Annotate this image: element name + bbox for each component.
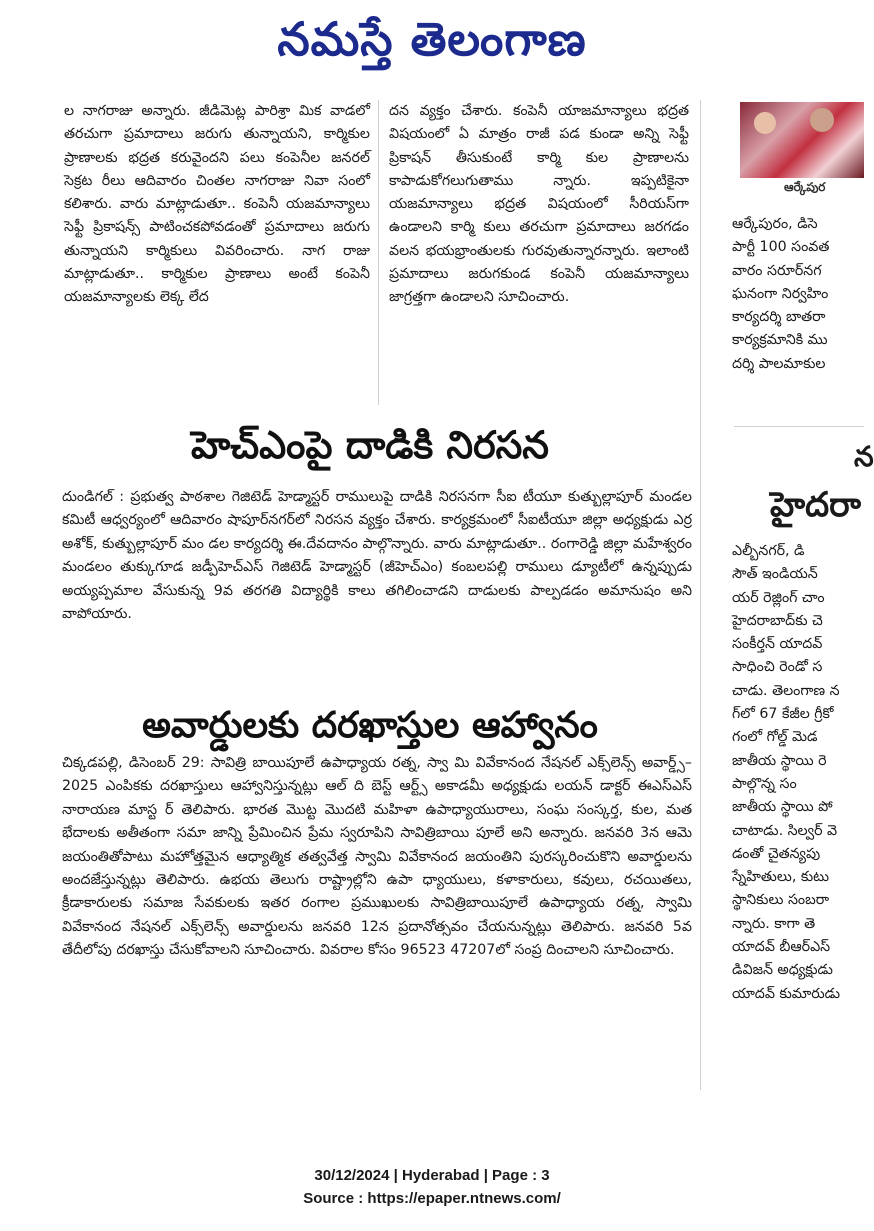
side-line: గ్‌లో 67 కేజీల గ్రీకో <box>732 706 834 723</box>
story2-headline: అవార్డులకు దరఖాస్తుల ఆహ్వానం <box>142 705 598 746</box>
side-column <box>704 100 874 1090</box>
top-story-text-left: ల నాగరాజు అన్నారు. జీడిమెట్ల పారిశ్రా మిక వాడలో తరచుగా ప్రమాదాలు జరుగు తున్నాయని, కార్మికుల ప్రాణాలకు భద్రత కరువైందని పలు కంపెనీల జనరల్ సెక్రట రీలు ఆదివారం చింతల నాగరాజు నివా సంలో కలిశారు. వారు మాట్లాడుతూ.. కంపెనీ యజమాన్యాలు సెఫ్టీ ప్రికాషన్స్ పాటించకపోవడంతో ప్రమాదాలు జరుగు తున్నాయని కార్మికులు వివరించారు. నాగ రాజు మాట్లాడుతూ.. కార్మికుల ప్రాణాలు అంటే కంపెనీ యజమాన్యాలకు లెక్క లేద <box>64 103 370 306</box>
top-story-column-left <box>64 100 370 405</box>
top-story-column-right <box>389 100 689 405</box>
column-divider <box>378 100 379 405</box>
side-line: డంతో చైతన్యపు <box>732 845 821 862</box>
side-line: పార్టీ 100 సంవత <box>732 239 830 256</box>
side-story-a <box>732 213 829 376</box>
section-divider <box>700 100 701 1090</box>
side-line: గంలో గోల్డ్ మెడ <box>732 729 818 746</box>
side-line: యాదవ్ బీఆర్ఎస్ <box>732 939 831 956</box>
side-headline: హైదరా <box>770 485 861 525</box>
side-line: న్నారు. కాగా తె <box>732 915 816 932</box>
side-line: జాతీయ స్థాయి రె <box>732 752 827 769</box>
story1-body: దుండిగల్ : ప్రభుత్వ పాఠశాల గెజిటెడ్ హెడ్మాస్టర్ రాములుపై దాడికి నిరసనగా సీఐ టీయూ కుత్బుల్లాపూర్ మండల కమిటీ ఆధ్వర్యంలో ఆదివారం షాపూర్‌నగర్‌లో నిరసన వ్యక్తం చేశారు. కార్యక్రమంలో సీఐటీయూ జిల్లా అధ్యక్షుడు ఎర్ర అశోక్, కుత్బుల్లాపూర్ మం డల కార్యదర్శి ఈ.దేవదానం పాల్గొన్నారు. వారు మాట్లాడుతూ.. రంగారెడ్డి జిల్లా మహేశ్వరం మండలం తుక్కుగూడ జడ్పీహెచ్ఎస్ గెజిటెడ్ హెడ్మాస్టర్ (జీహెచ్ఎం) కంబలపల్లి రాములు డ్యూటీలో ఉన్నప్పుడు అయ్యప్పమాల వేసుకున్న 9వ తరగతి విద్యార్థికి కాలు తగిలించాడని దాడులకు పాల్పడడం అమానుషం అని వాపోయారు. <box>62 489 692 623</box>
top-story-text-right: దన వ్యక్తం చేశారు. కంపెనీ యాజమాన్యాలు భద్రత విషయంలో ఏ మాత్రం రాజీ పడ కుండా అన్ని సెఫ్టీ ప్రికాషన్ తీసుకుంటే కార్మి కుల ప్రాణాలను కాపాడుకోగలుగుతాము న్నారు. ఇప్పటికైనా యజమాన్యాలు భద్రత విషయంలో సీరియస్‌గా ఉండాలని కార్మి కులు తరచుగా ప్రమాదాలు జరగడం వలన భయభ్రాంతులకు గురవుతున్నారన్నారు. ఇలాంటి ప్రమాదాలు జరుగకుండ కంపెనీ యజమాన్యాలు జాగ్రత్తగా ఉండాలని సూచించారు. <box>389 103 689 306</box>
side-line: ఆర్కేపురం, డిసె <box>732 216 818 232</box>
side-line: సౌత్ ఇండియన్ <box>732 566 818 583</box>
side-line: పాల్గొన్న సం <box>732 775 797 792</box>
side-line: చాటాడు. సిల్వర్ వె <box>732 822 838 839</box>
side-line: ఘనంగా నిర్వహిం <box>732 285 829 302</box>
story1-headline: హెచ్‌ఎంపై దాడికి నిరసన <box>191 423 549 467</box>
footer-date-line: 30/12/2024 | Hyderabad | Page : 3 <box>314 1167 550 1184</box>
footer-source-line: Source : https://epaper.ntnews.com/ <box>303 1190 561 1207</box>
side-subhead: న <box>854 440 874 473</box>
side-divider <box>734 426 864 427</box>
side-line: కార్యదర్శి బాతరా <box>732 309 826 326</box>
side-line: డివిజన్ అధ్యక్షుడు <box>732 962 833 979</box>
side-line: జాతీయ స్థాయి పో <box>732 799 833 816</box>
side-line: స్నేహితులు, కుటు <box>732 869 830 886</box>
side-photo <box>740 102 864 178</box>
photo-caption: ఆర్కేపుర <box>784 180 826 194</box>
side-line: ఎల్బీనగర్, డి <box>732 543 805 559</box>
newspaper-masthead: నమస్తే తెలంగాణ <box>277 12 587 66</box>
story2-body: చిక్కడపల్లి, డిసెంబర్ 29: సావిత్రి బాయిపూలే ఉపాధ్యాయ రత్న, స్వా మి వివేకానంద నేషనల్ ఎక్స్‌లెన్స్ అవార్డ్స్–2025 ఎంపికకు దరఖాస్తులు ఆహ్వానిస్తున్నట్లు ఆల్ ది బెస్ట్ ఆర్ట్స్ అకాడమీ అధ్యక్షుడు లయన్ డాక్టర్ ఈఎస్ఎస్ నారాయణ మాస్ట ర్ తెలిపారు. భారత మొట్ట మొదటి మహిళా ఉపాధ్యాయురాలు, సంఘ సంస్కర్త, కుల, మత భేదాలకు అతీతంగా సమా జాన్ని ప్రేమించిన ప్రేమ స్వరూపిని సావిత్రిబాయి పూలే అని అన్నారు. జనవరి 3న ఆమె జయంతితోపాటు మహోత్తమైన ఆధ్యాత్మిక తత్వవేత్త స్వామి వివేకానంద జయంతిని పురస్కరించుకొని అవార్డులను అందజేస్తున్నట్లు తెలిపారు. ఉభయ తెలుగు రాష్ట్రాల్లోని ఉపా ధ్యాయులు, కళాకారులు, కవులు, రచయితలు, క్రీడాకారులకు సమాజ సేవకులకు ఇతర రంగాల ప్రముఖులకు సావిత్రిబాయిపూలే ఉపాధ్యాయ రత్న, స్వామి వివేకానంద నేషనల్ ఎక్స్‌లెన్స్ అవార్డులను జనవరి 12న ప్రదానోత్సవం చేయనున్నట్లు తెలిపారు. జనవరి 5వ తేదీలోపు దరఖాస్తు చేసుకోవాలని సూచించారు. వివరాల కోసం 96523 47207లో సంప్ర దించాలని సూచించారు. <box>62 755 692 959</box>
side-line: చాడు. తెలంగాణ న <box>732 682 840 699</box>
side-line: వారం సరూర్‌నగ <box>732 262 822 279</box>
side-line: యాదవ్ కుమారుడు <box>732 985 841 1002</box>
side-line: స్థానికులు సంబరా <box>732 892 830 909</box>
side-line: హైదరాబాద్‌కు చె <box>732 612 823 629</box>
side-story-b <box>732 540 840 1006</box>
side-line: సాధించి రెండో స <box>732 659 823 676</box>
side-line: కార్యక్రమానికి ము <box>732 332 828 349</box>
side-line: సంకీర్తన్ యాదవ్ <box>732 636 823 653</box>
side-line: యర్ రెజ్లింగ్ చాం <box>732 589 825 606</box>
side-line: దర్శి పాలమాకుల <box>732 355 826 372</box>
